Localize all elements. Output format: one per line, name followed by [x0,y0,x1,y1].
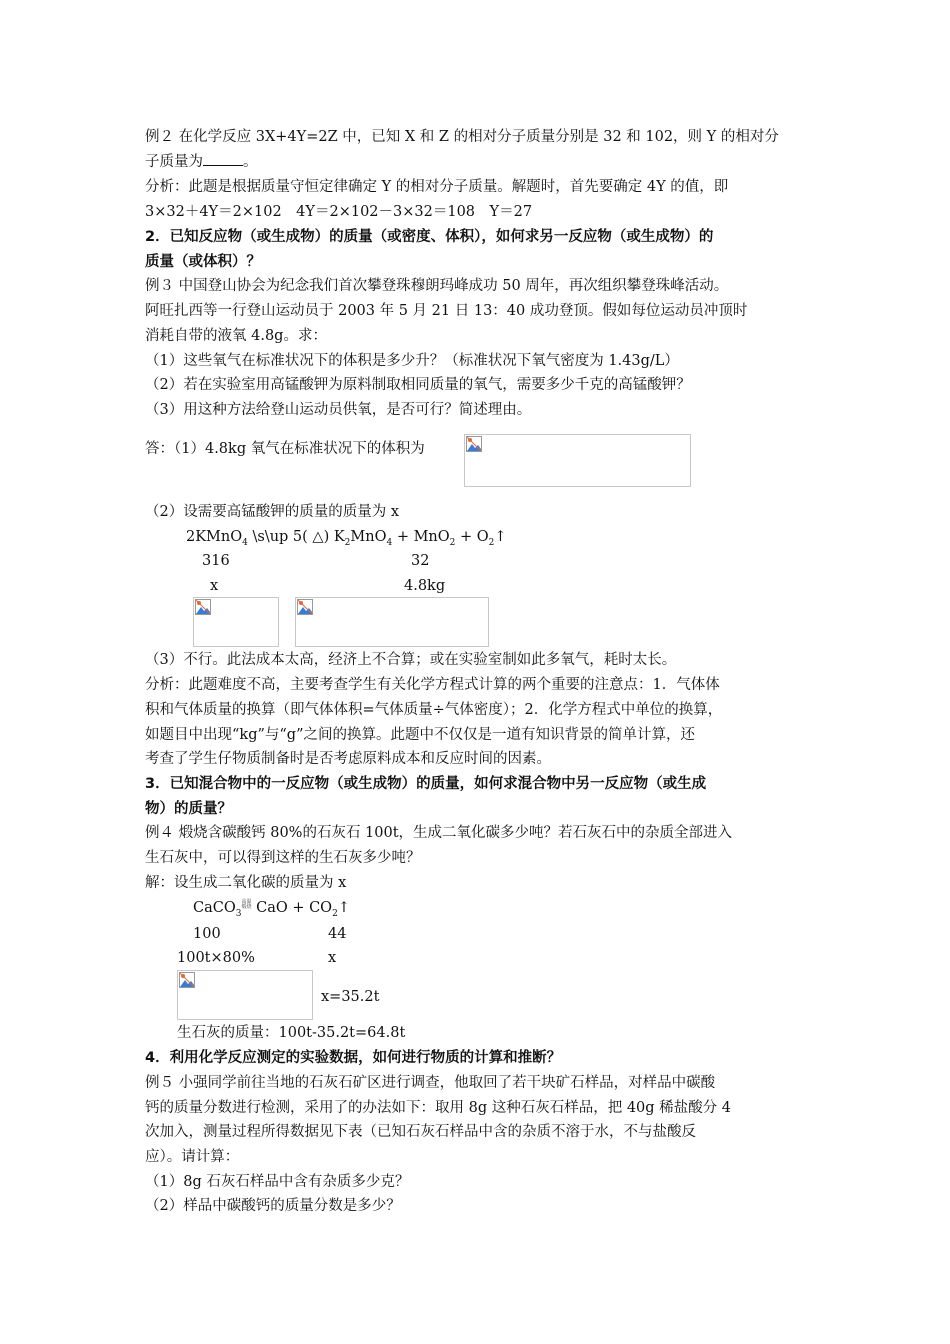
section-4-heading: 4．利用化学反应测定的实验数据，如何进行物质的计算和推断？ [145,1050,562,1066]
image-placeholder [295,597,489,647]
broken-image-icon [466,436,482,452]
text: ↑ [337,900,350,916]
broken-image-icon [195,599,211,615]
example-5-line-1: 例５ 小强同学前往当地的石灰石矿区进行调查，他取回了若干块矿石样品，对样品中碳酸 [145,1075,716,1091]
given-mass: 4.8kg [404,578,446,594]
equation-kmno4 [186,528,507,552]
text: 2 [344,537,351,548]
question-1: （1）这些氧气在标准状况下的体积是多少升？（标准状况下氧气密度为 1.43g/L） [145,353,679,369]
text: MnO [350,529,387,545]
molar-mass-o2: 32 [411,553,430,569]
image-placeholder [177,970,313,1020]
text: 高温 [241,899,252,905]
broken-image-icon [179,972,195,988]
example-5-line-2: 钙的质量分数进行检测，采用了的办法如下：取用 8g 这种石灰石样品，把 40g 稀盐酸分 4 [145,1100,732,1116]
text: 2 [449,537,456,548]
solution-setup: 解：设生成二氧化碳的质量为 x [145,875,347,891]
example-3-line-3: 消耗自带的液氧 4.8g。求： [145,328,327,344]
text: 4 [242,537,248,548]
text: 。 [243,154,258,170]
section-2-heading-b: 质量（或体积）？ [145,254,261,270]
analysis-3-line-4: 考查了学生仔物质制备时是否考虑原料成本和反应时间的因素。 [145,751,551,767]
text: + MnO [392,529,450,545]
text: 煅烧 [241,904,252,910]
example-3-line-2: 阿旺扎西等一行登山运动员于 2003 年 5 月 21 日 13：40 成功登顶。假如每位运动员冲顶时 [145,303,748,319]
molar-mass-co2: 44 [328,926,347,942]
analysis-3-line-2: 积和气体质量的换算（即气体体积=气体质量÷气体密度）；2．化学方程式中单位的换算， [145,702,723,718]
text: 3 [235,908,242,919]
text: 2 [332,908,338,919]
analysis-3-line-1: 分析：此题难度不高，主要考查学生有关化学方程式计算的两个重要的注意点：1．气体体 [145,677,720,693]
text: CaO + CO [251,900,333,916]
text: CaCO [193,900,236,916]
example-5-line-4: 应）。请计算： [145,1149,240,1165]
image-placeholder [464,434,691,487]
quicklime-mass: 生石灰的质量：100t-35.2t=64.8t [177,1025,406,1041]
analysis-line-1: 分析：此题是根据质量守恒定律确定 Y 的相对分子质量。解题时，首先要确定 4Y 的值，即 [145,179,729,195]
example-4-line-2: 生石灰中，可以得到这样的生石灰多少吨？ [145,850,421,866]
text: + O [455,529,489,545]
analysis-3-line-3: 如题目中出现“kg”与“g”之间的换算。此题中不仅仅是一道有知识背景的简单计算，还 [145,727,695,743]
example-4-line-1: 例４ 煅烧含碳酸钙 80%的石灰石 100t，生成二氧化碳多少吨？若石灰石中的杂质全部进入 [145,825,733,841]
question-5-2: （2）样品中碳酸钙的质量分数是多少？ [145,1198,401,1214]
text: ↑ [494,529,507,545]
image-placeholder [193,597,279,647]
unknown-x: x [210,578,219,594]
unknown-x-2: x [328,950,337,966]
example-2-line-1: 例２ 在化学反应 3X+4Y=2Z 中，已知 X 和 Z 的相对分子质量分别是 32 和 102，则 Y 的相对分 [145,129,779,145]
pure-caco3-mass: 100t×80% [177,950,255,966]
section-2-heading-a: 2．已知反应物（或生成物）的质量（或密度、体积），如何求另一反应物（或生成物）的 [145,229,714,245]
broken-image-icon [297,599,313,615]
text: 4 [386,537,393,548]
text: 2 [488,537,495,548]
example-3-line-1: 例３ 中国登山协会为纪念我们首次攀登珠穆朗玛峰成功 50 周年，再次组织攀登珠峰活动。 [145,278,729,294]
equation-caco3 [193,899,350,923]
section-3-heading-b: 物）的质量？ [145,801,232,817]
text: 2KMnO [186,529,243,545]
section-3-heading-a: 3．已知混合物中的一反应物（或生成物）的质量，如何求混合物中另一反应物（或生成 [145,776,707,792]
example-2-line-2 [145,153,258,171]
answer-blank [203,153,243,166]
question-5-1: （1）8g 石灰石样品中含有杂质多少克？ [145,1174,410,1190]
text: \s\up 5( △) K [247,529,345,545]
answer-2-setup: （2）设需要高锰酸钾的质量的质量为 x [145,504,400,520]
molar-mass-caco3: 100 [193,926,221,942]
question-3: （3）用这种方法给登山运动员供氧，是否可行？简述理由。 [145,402,532,418]
analysis-line-2: 3×32＋4Y＝2×102 4Y＝2×102－3×32＝108 Y＝27 [145,204,533,220]
answer-1: 答：（1）4.8kg 氧气在标准状况下的体积为 [145,441,425,457]
reaction-condition [241,900,251,910]
text: 子质量为 [145,154,203,170]
result-x: x=35.2t [321,989,380,1005]
answer-3: （3）不行。此法成本太高，经济上不合算；或在实验室制如此多氧气，耗时太长。 [145,652,677,668]
example-5-line-3: 次加入，测量过程所得数据见下表（已知石灰石样品中含的杂质不溶于水，不与盐酸反 [145,1124,696,1140]
molar-mass-kmno4: 316 [202,553,230,569]
question-2: （2）若在实验室用高锰酸钾为原料制取相同质量的氧气，需要多少千克的高锰酸钾？ [145,377,691,393]
